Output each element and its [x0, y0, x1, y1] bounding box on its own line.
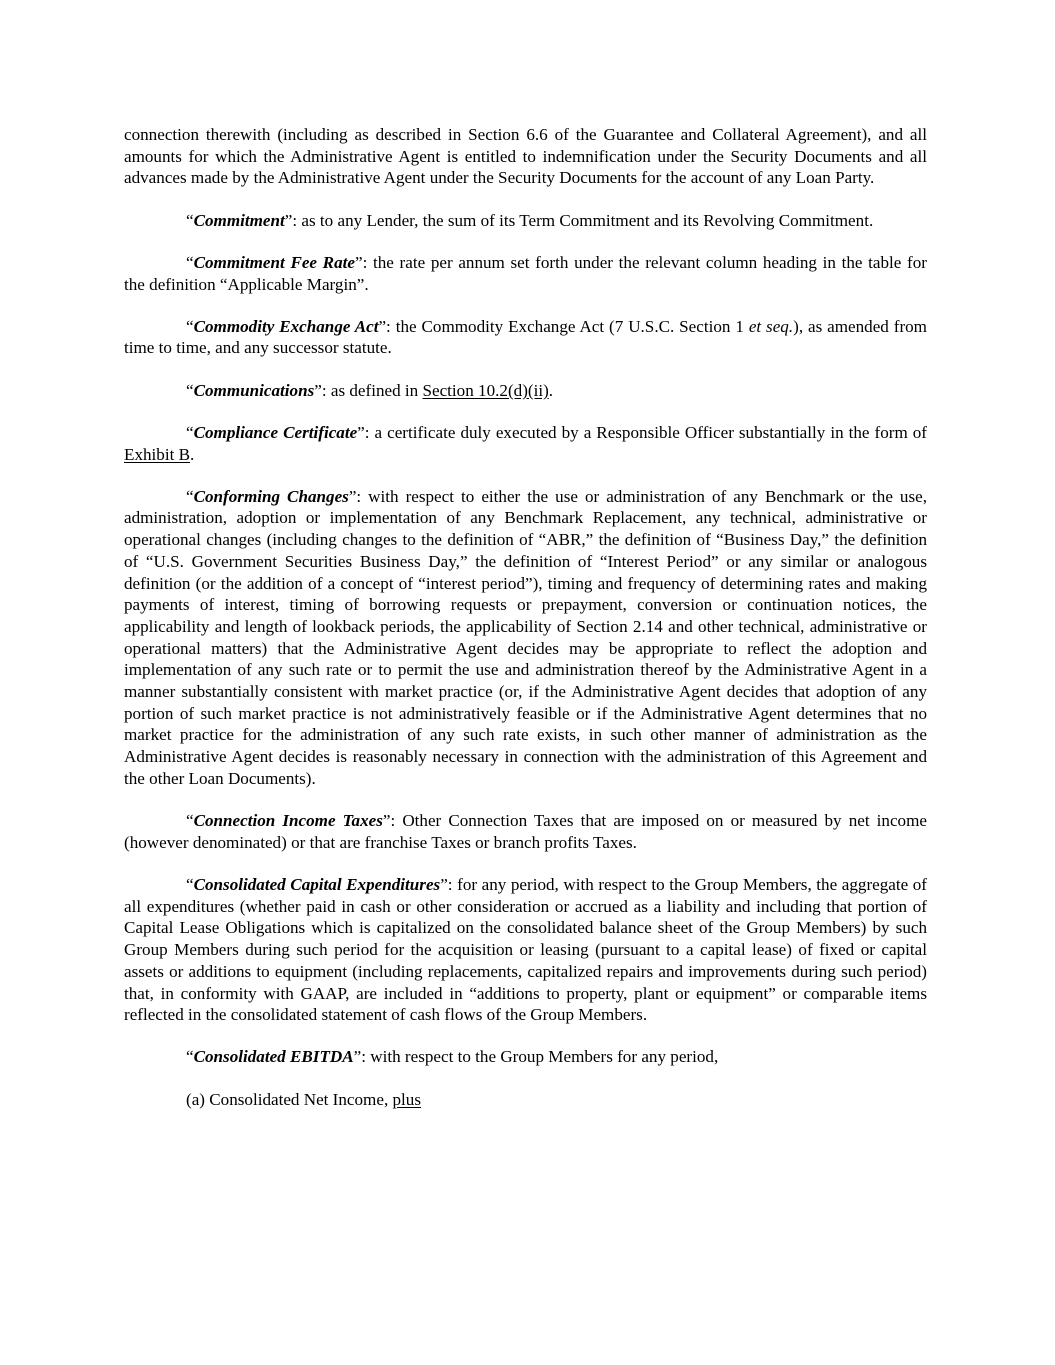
definition-compliance-certificate: “Compliance Certificate”: a certificate duly executed by a Responsible Officer substantially in the form of Exhibit B. [124, 422, 927, 464]
definition-body: with respect to the Group Members for any period, [370, 1047, 719, 1067]
definition-commitment: “Commitment”: as to any Lender, the sum of its Term Commitment and its Revolving Commitment. [186, 210, 874, 230]
latin-phrase: et seq. [748, 316, 794, 336]
definition-body: the Commodity Exchange Act (7 U.S.C. Section 1 [395, 316, 749, 336]
defined-term: Consolidated Capital Expenditures [193, 874, 441, 894]
paragraph-continuation [124, 124, 927, 189]
defined-term: Communications [193, 380, 315, 400]
definition-body: Other Connection Taxes that are imposed on or measured by net income (however denominated) or that are franchise Taxes or branch profits Taxes. [124, 811, 927, 852]
defined-term: Connection Income Taxes [193, 811, 383, 831]
definition-commodity-exchange-act: “Commodity Exchange Act”: the Commodity Exchange Act (7 U.S.C. Section 1 et seq.), as amended from time to time, and any successor statute. [124, 316, 927, 358]
definition-body: the rate per annum set forth under the relevant column heading in the table for the definition “Applicable Margin”. [124, 252, 927, 294]
clause-body: (a) Consolidated Net Income, [186, 1089, 393, 1109]
defined-term: Consolidated EBITDA [193, 1047, 354, 1067]
definition-body: as defined in [330, 380, 423, 400]
defined-term: Commitment [193, 210, 285, 230]
defined-term: Commitment Fee Rate [193, 252, 355, 272]
defined-term: Compliance Certificate [193, 422, 358, 442]
defined-term: Commodity Exchange Act [193, 316, 379, 336]
definition-commitment-fee-rate: “Commitment Fee Rate”: the rate per annum set forth under the relevant column heading in the table for the definition “Applicable Margin”. [124, 252, 927, 294]
definition-consolidated-ebitda: “Consolidated EBITDA”: with respect to the Group Members for any period, [186, 1047, 719, 1067]
section-reference: Section 10.2(d)(ii) [422, 380, 549, 400]
definition-body: as to any Lender, the sum of its Term Commitment and its Revolving Commitment. [301, 210, 874, 230]
paragraph-body: connection therewith (including as described in Section 6.6 of the Guarantee and Collateral Agreement), and all amounts for which the Administrative Agent is entitled to indemnification under the Security Documents and all advances made by the Administrative Agent under the Security Documents for the account of any Loan Party. [124, 125, 927, 188]
definition-body: for any period, with respect to the Group Members, the aggregate of all expenditures (whether paid in cash or other consideration or accrued as a liability and including that portion of Capital Lease Obligations which is capitalized on the consolidated balance sheet of the Group Members) by such Group Members during such period for the acquisition or leasing (pursuant to a capital lease) of fixed or capital assets or additions to equipment (including replacements, capitalized repairs and improvements during such period) that, in conformity with GAAP, are included in “additions to property, plant or equipment” or comparable items reflected in the consolidated statement of cash flows of the Group Members. [124, 874, 928, 1025]
definition-consolidated-capital-expenditures: “Consolidated Capital Expenditures”: for any period, with respect to the Group Members, the aggregate of all expenditures (whether paid in cash or other consideration or accrued as a liability and including that portion of Capital Lease Obligations which is capitalized on the consolidated balance sheet of the Group Members) by such Group Members during such period for the acquisition or leasing (pursuant to a capital lease) of fixed or capital assets or additions to equipment (including replacements, capitalized repairs and improvements during such period) that, in conformity with GAAP, are included in “additions to property, plant or equipment” or comparable items reflected in the consolidated statement of cash flows of the Group Members. [124, 874, 928, 1025]
exhibit-reference: Exhibit B [124, 444, 191, 464]
definition-conforming-changes: “Conforming Changes”: with respect to either the use or administration of any Benchmark or the use, administration, adoption or implementation of any Benchmark Replacement, any technical, administrative or operational changes (including changes to the definition of “ABR,” the definition of “Business Day,” the definition of “U.S. Government Securities Business Day,” the definition of “Interest Period” or any similar or analogous definition (or the addition of a concept of “interest period”), timing and frequency of determining rates and making payments of interest, timing of borrowing requests or prepayment, conversion or continuation notices, the applicability and length of lookback periods, the applicability of Section 2.14 and other technical, administrative or operational matters) that the Administrative Agent decides may be appropriate to reflect the adoption and implementation of any such rate or to permit the use and administration thereof by the Administrative Agent in a manner substantially consistent with market practice (or, if the Administrative Agent decides that adoption of any portion of such market practice is not administratively feasible or if the Administrative Agent determines that no market practice for the administration of any such rate exists, in such other manner of administration as the Administrative Agent decides is reasonably necessary in connection with the administration of this Agreement and the other Loan Documents). [124, 486, 927, 788]
plus-keyword: plus [392, 1089, 421, 1109]
defined-term: Conforming Changes [193, 486, 349, 506]
document-page [124, 124, 927, 1131]
definition-communications: “Communications”: as defined in Section 10.2(d)(ii). [186, 380, 554, 400]
definition-connection-income-taxes: “Connection Income Taxes”: Other Connection Taxes that are imposed on or measured by net income (however denominated) or that are franchise Taxes or branch profits Taxes. [124, 811, 927, 852]
definition-body: with respect to either the use or administration of any Benchmark or the use, administration, adoption or implementation of any Benchmark Replacement, any technical, administrative or operational changes (including changes to the definition of “ABR,” the definition of “Business Day,” the definition of “U.S. Government Securities Business Day,” the definition of “Interest Period” or any similar or analogous definition (or the addition of a concept of “interest period”), timing and frequency of determining rates and making payments of interest, timing of borrowing requests or prepayment, conversion or continuation notices, the applicability and length of lookback periods, the applicability of Section 2.14 and other technical, administrative or operational matters) that the Administrative Agent decides may be appropriate to reflect the adoption and implementation of any such rate or to permit the use and administration thereof by the Administrative Agent in a manner substantially consistent with market practice (or, if the Administrative Agent decides that adoption of any portion of such market practice is not administratively feasible or if the Administrative Agent determines that no market practice for the administration of any such rate exists, in such other manner of administration as the Administrative Agent decides is reasonably necessary in connection with the administration of this Agreement and the other Loan Documents). [124, 486, 927, 788]
clause-a [124, 1089, 927, 1111]
definition-body: a certificate duly executed by a Responsible Officer substantially in the form of [374, 422, 927, 442]
